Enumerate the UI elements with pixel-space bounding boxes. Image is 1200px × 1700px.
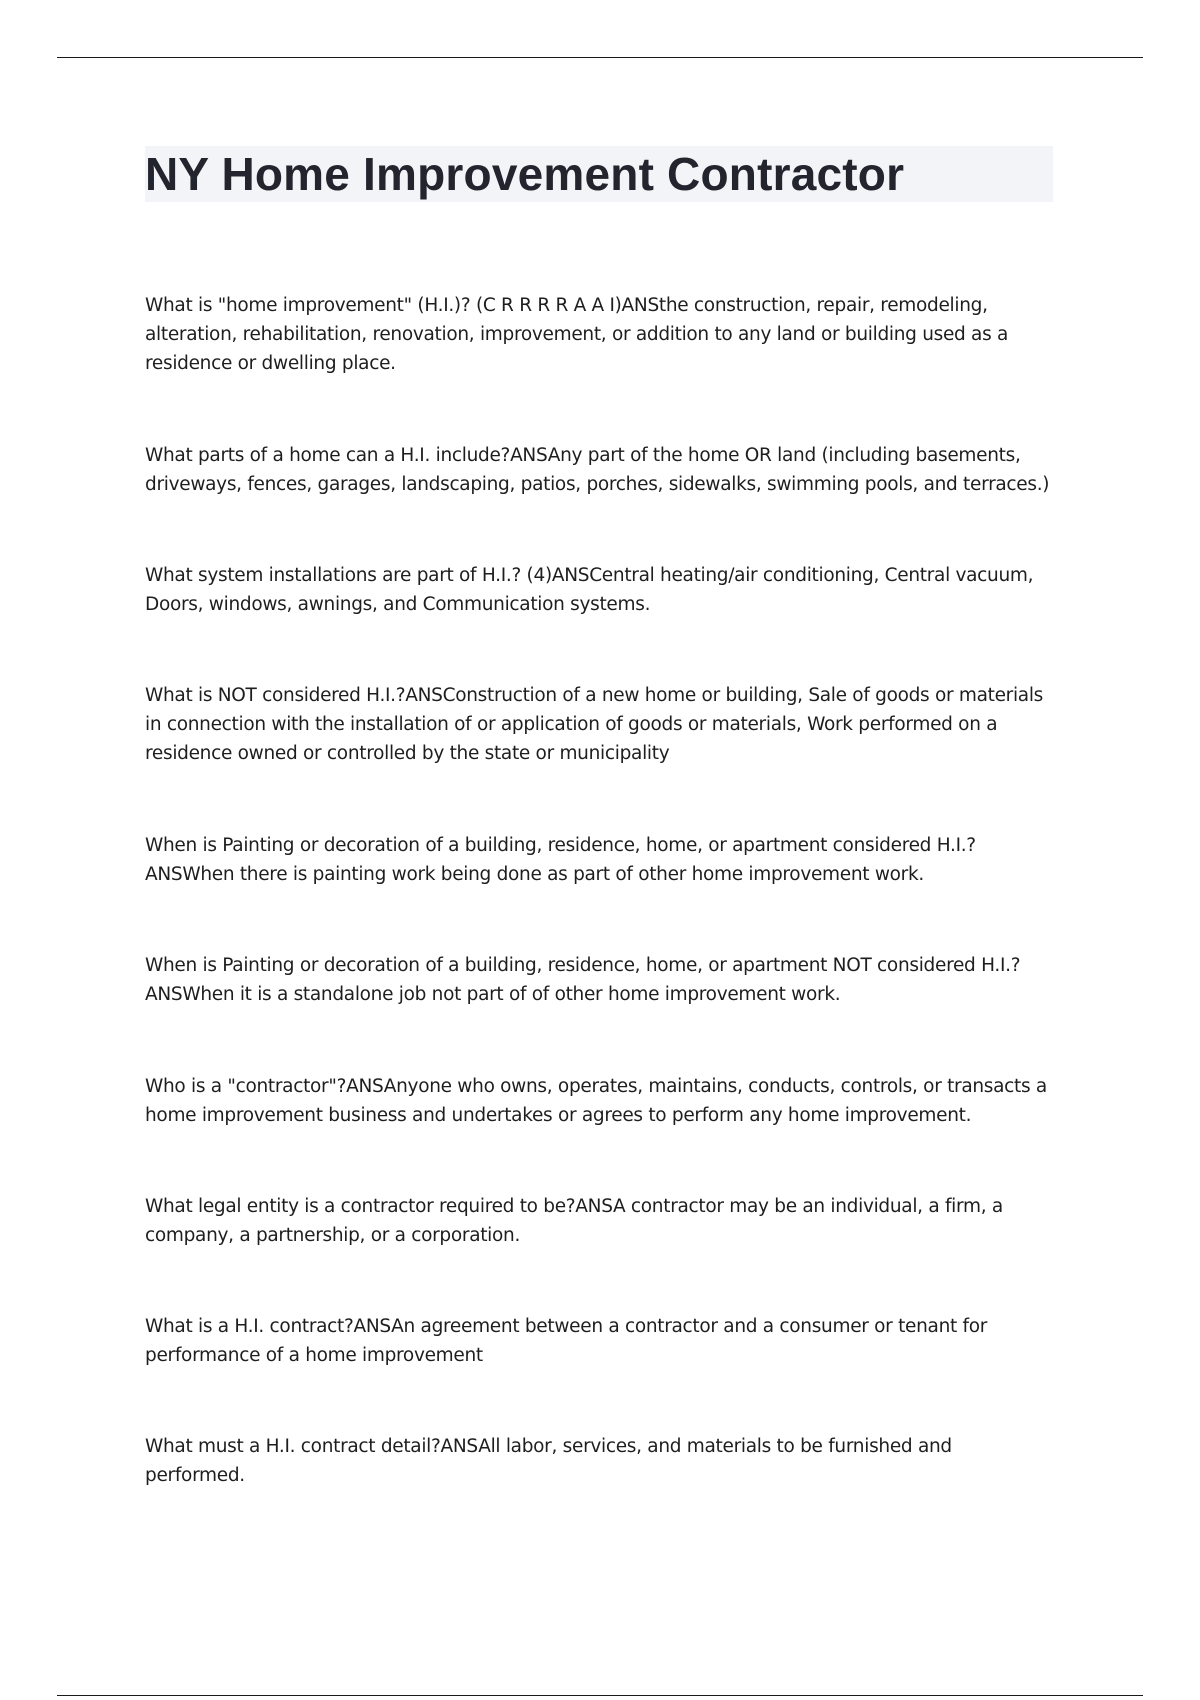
qa-item: What is NOT considered H.I.?ANSConstruction of a new home or building, Sale of goods or materials in connection with the installation of or application of goods or materials, Work performed on a residence owned or controlled by the state or municipality (145, 685, 1044, 764)
qa-item: When is Painting or decoration of a building, residence, home, or apartment considered H.I.? ANSWhen there is painting work being done as part of other home improvement work. (145, 835, 976, 885)
top-rule (57, 57, 1143, 58)
qa-item: What is "home improvement" (H.I.)? (C R R R R A A I)ANSthe construction, repair, remodeling, alteration, rehabilitation, renovation, improvement, or addition to any land or building used as a residence or dwelling place. (145, 295, 1009, 374)
qa-item: What must a H.I. contract detail?ANSAll labor, services, and materials to be furnished and performed. (145, 1436, 952, 1486)
qa-item: What system installations are part of H.I.? (4)ANSCentral heating/air conditioning, Central vacuum, Doors, windows, awnings, and Communication systems. (145, 565, 1034, 615)
document-title: NY Home Improvement Contractor (145, 148, 905, 200)
qa-item: What legal entity is a contractor required to be?ANSA contractor may be an individual, a firm, a company, a partnership, or a corporation. (145, 1196, 1003, 1246)
qa-item: When is Painting or decoration of a building, residence, home, or apartment NOT considered H.I.? ANSWhen it is a standalone job not part of of other home improvement work. (145, 955, 1021, 1005)
title-banner (145, 146, 1053, 202)
bottom-rule (57, 1695, 1143, 1696)
qa-item: What parts of a home can a H.I. include?ANSAny part of the home OR land (including basements, driveways, fences, garages, landscaping, patios, porches, sidewalks, swimming pools, and terraces.) (145, 445, 1050, 495)
qa-item: What is a H.I. contract?ANSAn agreement between a contractor and a consumer or tenant for performance of a home improvement (145, 1316, 988, 1366)
qa-item: Who is a "contractor"?ANSAnyone who owns, operates, maintains, conducts, controls, or transacts a home improvement business and undertakes or agrees to perform any home improvement. (145, 1076, 1047, 1126)
